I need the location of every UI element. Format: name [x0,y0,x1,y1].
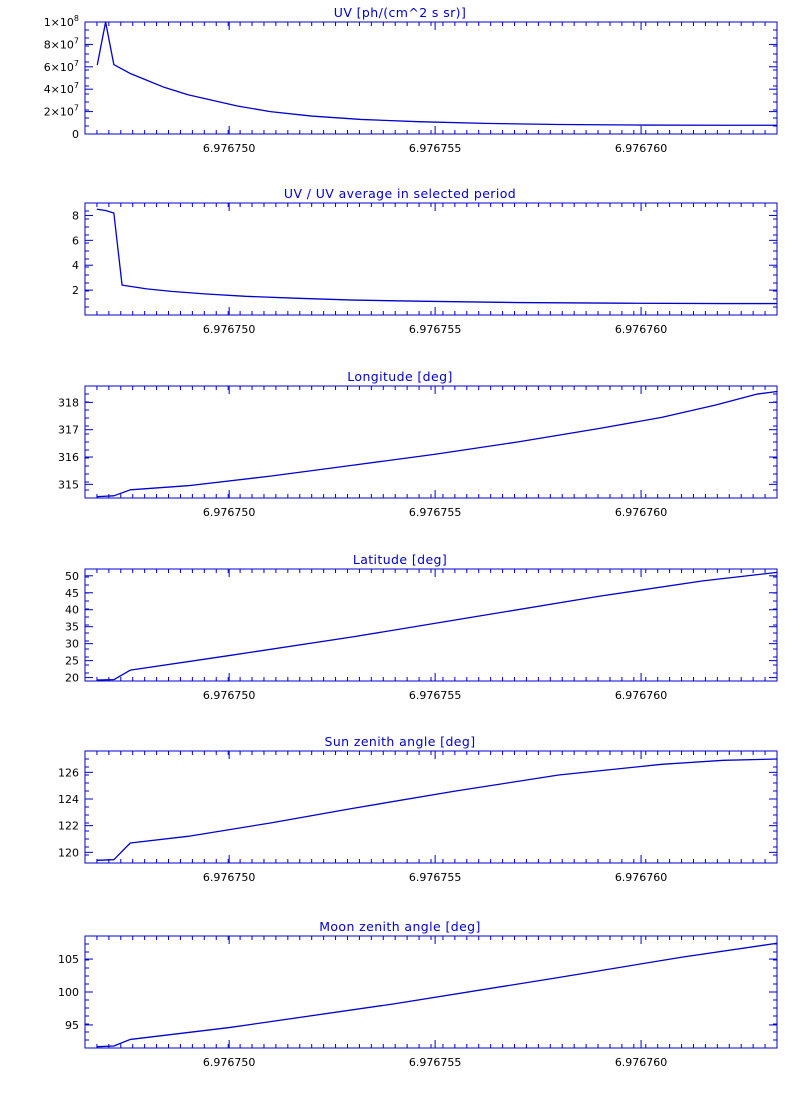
chart-title: UV [ph/(cm^2 s sr)] [333,5,467,20]
y-tick-label: 124 [58,793,79,806]
data-series-line [97,943,777,1046]
plot-area [0,14,800,168]
y-tick-label: 316 [58,451,79,465]
axes-frame [85,22,777,134]
y-tick-label: $1\times 10^8$ [43,14,79,29]
y-tick-label: 6 [72,234,79,248]
x-tick-label: 6.976760 [614,506,668,519]
y-tick-label: 25 [65,654,79,668]
x-tick-label: 6.976750 [202,871,256,884]
x-tick-label: 6.976755 [408,1056,462,1069]
x-tick-label: 6.976755 [408,689,462,702]
y-tick-label: 20 [65,671,79,685]
y-tick-label: 35 [65,620,79,634]
chart-title: UV / UV average in selected period [283,186,517,201]
data-series-line [97,572,777,680]
plot-svg [0,569,800,715]
y-tick-exponent: 7 [73,103,79,113]
plot-area [0,569,800,715]
y-tick-label: 8 [72,209,79,223]
y-tick-exponent: 7 [73,58,79,68]
plot-area [0,203,800,349]
x-tick-label: 6.976755 [408,871,462,884]
y-tick-label: 315 [58,478,79,492]
y-tick-exponent: 7 [73,81,79,91]
y-tick-label: 105 [58,953,79,967]
x-tick-label: 6.976755 [408,323,462,336]
plot-svg [0,936,800,1082]
y-tick-label: 95 [65,1018,79,1032]
data-series-line [97,22,777,125]
x-tick-label: 6.976750 [202,689,256,702]
axes-frame [85,386,777,498]
x-tick-label: 6.976755 [408,142,462,155]
chart-title: Moon zenith angle [deg] [319,919,481,934]
data-series-line [97,391,777,496]
y-tick-label: 100 [58,986,79,999]
y-tick-label: $4\times 10^7$ [43,81,79,97]
x-tick-label: 6.976760 [614,1056,668,1069]
y-tick-exponent: 7 [73,36,79,46]
y-tick-label: 0 [72,128,79,141]
plot-area [0,386,800,532]
data-series-line [97,759,777,860]
y-tick-label: 317 [58,423,79,437]
y-tick-label: 4 [72,259,79,273]
x-tick-label: 6.976760 [614,142,668,155]
data-series-line [97,209,777,303]
plot-svg [0,386,800,532]
x-tick-label: 6.976755 [408,506,462,519]
axes-frame [85,936,777,1048]
plot-svg [0,751,800,897]
plot-svg [0,203,800,349]
chart-title: Sun zenith angle [deg] [324,734,476,749]
x-tick-label: 6.976750 [202,506,256,519]
plot-area [0,751,800,897]
y-tick-label: 122 [58,819,79,833]
plot-svg [0,14,800,168]
x-tick-label: 6.976750 [202,142,256,155]
y-tick-label: 318 [58,396,79,410]
x-tick-label: 6.976760 [614,323,668,336]
x-tick-label: 6.976750 [202,1056,256,1069]
y-tick-label: 120 [58,846,79,860]
axes-frame [85,751,777,863]
x-tick-label: 6.976760 [614,689,668,702]
y-tick-label: $8\times 10^7$ [43,36,79,52]
plot-area [0,936,800,1082]
y-tick-label: 30 [65,637,79,651]
y-tick-label: 40 [65,603,79,617]
y-tick-label: $2\times 10^7$ [43,103,79,119]
y-tick-label: 2 [72,284,79,298]
chart-title: Latitude [deg] [352,552,448,567]
chart-title: Longitude [deg] [347,369,453,384]
y-tick-label: 50 [65,569,79,583]
x-tick-label: 6.976750 [202,323,256,336]
y-tick-label: $6\times 10^7$ [43,58,79,74]
x-tick-label: 6.976760 [614,871,668,884]
y-tick-label: 126 [58,766,79,780]
y-tick-exponent: 8 [73,14,79,23]
axes-frame [85,203,777,315]
y-tick-label: 45 [65,586,79,600]
